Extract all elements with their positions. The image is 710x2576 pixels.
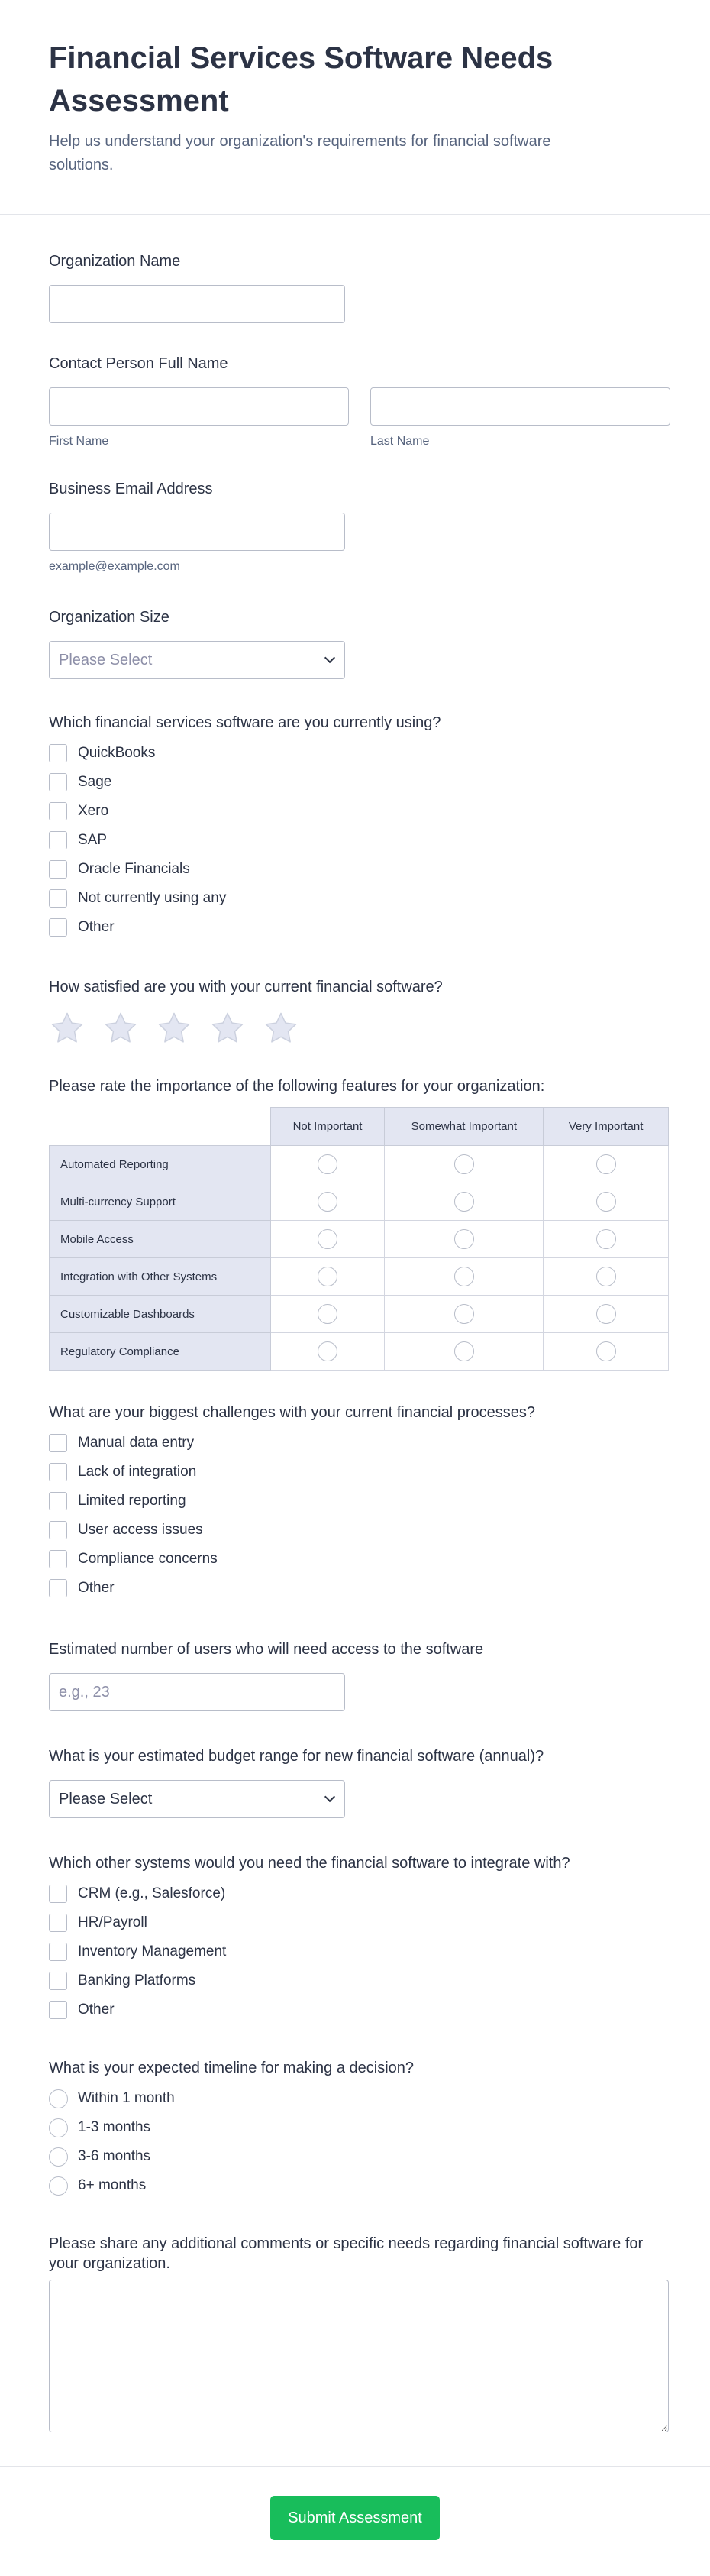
form-body: [0, 251, 710, 2436]
matrix-cell: [270, 1146, 385, 1183]
matrix-row: [50, 1258, 669, 1296]
matrix-cell: [544, 1183, 669, 1221]
checkbox[interactable]: [49, 889, 67, 908]
org-size-placeholder: Please Select: [59, 651, 153, 668]
chevron-down-icon: [324, 1791, 335, 1802]
question-contact: [49, 354, 669, 448]
option-label: Other: [78, 1580, 115, 1596]
option-item[interactable]: [49, 1458, 669, 1487]
matrix-cell: [544, 1221, 669, 1258]
question-users: [49, 1639, 669, 1711]
first-name-sublabel: First Name: [49, 435, 109, 448]
checkbox[interactable]: [49, 1579, 67, 1597]
checkbox[interactable]: [49, 1885, 67, 1903]
matrix-corner: [50, 1108, 271, 1146]
question-satisfaction: [49, 977, 669, 1046]
timeline-label: What is your expected timeline for making a decision?: [49, 2060, 415, 2076]
question-comments: [49, 2234, 669, 2436]
matrix-cell: [544, 1258, 669, 1296]
matrix-column-header: Somewhat Important: [385, 1108, 544, 1146]
matrix-radio[interactable]: [318, 1229, 337, 1249]
question-integrations: [49, 1853, 669, 2024]
matrix-cell: [544, 1146, 669, 1183]
radio-button[interactable]: [49, 2118, 68, 2137]
option-label: CRM (e.g., Salesforce): [78, 1885, 226, 1901]
matrix-cell: [270, 1258, 385, 1296]
option-label: HR/Payroll: [78, 1914, 147, 1930]
question-org-name: [49, 251, 669, 323]
matrix-cell: [544, 1296, 669, 1333]
email-sublabel: example@example.com: [49, 560, 180, 573]
matrix-cell: [270, 1221, 385, 1258]
chevron-down-icon: [324, 652, 335, 663]
budget-select[interactable]: [49, 1780, 345, 1818]
checkbox[interactable]: [49, 1434, 67, 1452]
option-item[interactable]: [49, 2142, 669, 2171]
org-name-label: Organization Name: [49, 253, 181, 270]
budget-label: What is your estimated budget range for new financial software (annual)?: [49, 1748, 544, 1765]
question-budget: [49, 1746, 669, 1818]
question-timeline: [49, 2058, 669, 2200]
form-header: [0, 0, 710, 215]
star-icon[interactable]: [156, 1011, 192, 1046]
matrix-header-row: [50, 1108, 669, 1146]
matrix-radio[interactable]: [454, 1341, 474, 1361]
option-label: Inventory Management: [78, 1943, 227, 1960]
option-label: Not currently using any: [78, 890, 227, 906]
matrix-radio[interactable]: [596, 1154, 616, 1174]
matrix-row: [50, 1221, 669, 1258]
option-item[interactable]: [49, 2113, 669, 2142]
integrations-label: Which other systems would you need the financial software to integrate with?: [49, 1855, 570, 1872]
option-item[interactable]: [49, 2084, 669, 2113]
email-input[interactable]: [49, 513, 345, 551]
option-item[interactable]: [49, 797, 669, 826]
challenges-options: [49, 1429, 669, 1603]
option-label: Banking Platforms: [78, 1972, 196, 1989]
option-label: Lack of integration: [78, 1464, 197, 1480]
matrix-radio[interactable]: [318, 1267, 337, 1286]
option-label: SAP: [78, 832, 108, 848]
matrix-column-header: Very Important: [544, 1108, 669, 1146]
comments-textarea[interactable]: [49, 2280, 669, 2432]
matrix-row: [50, 1333, 669, 1371]
matrix-row-label: Mobile Access: [50, 1221, 271, 1258]
matrix-row-label: Integration with Other Systems: [50, 1258, 271, 1296]
option-item[interactable]: [49, 739, 669, 768]
first-name-input[interactable]: [49, 387, 349, 426]
challenges-label: What are your biggest challenges with your current financial processes?: [49, 1404, 535, 1421]
timeline-options: [49, 2084, 669, 2200]
question-email: [49, 479, 669, 574]
checkbox[interactable]: [49, 2001, 67, 2019]
option-item[interactable]: [49, 826, 669, 855]
org-size-select[interactable]: [49, 641, 345, 679]
question-challenges: [49, 1403, 669, 1603]
form-subtitle: Help us understand your organization's requirements for financial software solutions.: [49, 133, 551, 173]
checkbox[interactable]: [49, 1914, 67, 1932]
option-label: Within 1 month: [78, 2090, 175, 2106]
matrix-row-label: Customizable Dashboards: [50, 1296, 271, 1333]
matrix-cell: [270, 1333, 385, 1371]
option-label: Oracle Financials: [78, 861, 190, 877]
option-label: Limited reporting: [78, 1493, 186, 1509]
org-size-label: Organization Size: [49, 609, 169, 626]
name-row: [49, 387, 669, 448]
matrix-cell: [385, 1296, 544, 1333]
option-label: 6+ months: [78, 2177, 147, 2193]
checkbox[interactable]: [49, 1492, 67, 1510]
checkbox[interactable]: [49, 831, 67, 849]
matrix-radio[interactable]: [454, 1267, 474, 1286]
matrix-radio[interactable]: [318, 1154, 337, 1174]
first-name-col: [49, 387, 349, 448]
checkbox[interactable]: [49, 1463, 67, 1481]
checkbox[interactable]: [49, 918, 67, 937]
matrix-radio[interactable]: [318, 1304, 337, 1324]
form-footer: [0, 2466, 710, 2540]
question-org-size: [49, 607, 669, 679]
option-item[interactable]: [49, 884, 669, 913]
checkbox[interactable]: [49, 1550, 67, 1568]
star-icon[interactable]: [102, 1011, 139, 1046]
matrix-row: [50, 1296, 669, 1333]
current-software-label: Which financial services software are you currently using?: [49, 714, 441, 731]
features-matrix: [49, 1107, 669, 1371]
matrix-row: [50, 1146, 669, 1183]
satisfaction-label: How satisfied are you with your current financial software?: [49, 979, 443, 995]
last-name-col: [370, 387, 670, 448]
integrations-options: [49, 1879, 669, 2024]
question-features: [49, 1076, 669, 1371]
matrix-radio[interactable]: [454, 1192, 474, 1212]
checkbox[interactable]: [49, 860, 67, 879]
matrix-radio[interactable]: [596, 1192, 616, 1212]
option-label: User access issues: [78, 1522, 203, 1538]
current-software-options: [49, 739, 669, 942]
option-label: Compliance concerns: [78, 1551, 218, 1567]
option-item[interactable]: [49, 1879, 669, 1908]
option-item[interactable]: [49, 855, 669, 884]
checkbox[interactable]: [49, 744, 67, 762]
submit-button[interactable]: Submit Assessment: [270, 2496, 440, 2540]
matrix-radio[interactable]: [596, 1341, 616, 1361]
users-label: Estimated number of users who will need access to the software: [49, 1641, 484, 1658]
option-item[interactable]: [49, 1966, 669, 1995]
users-input[interactable]: [49, 1673, 345, 1711]
matrix-radio[interactable]: [596, 1304, 616, 1324]
option-item[interactable]: [49, 1429, 669, 1458]
option-item[interactable]: [49, 1908, 669, 1937]
matrix-radio[interactable]: [454, 1304, 474, 1324]
checkbox[interactable]: [49, 1521, 67, 1539]
question-current-software: [49, 713, 669, 942]
radio-button[interactable]: [49, 2089, 68, 2108]
option-item[interactable]: [49, 2171, 669, 2200]
option-label: 3-6 months: [78, 2148, 151, 2164]
matrix-radio[interactable]: [318, 1341, 337, 1361]
option-item[interactable]: [49, 768, 669, 797]
option-label: Other: [78, 919, 115, 935]
option-item[interactable]: [49, 1487, 669, 1516]
star-icon[interactable]: [209, 1011, 246, 1046]
option-item[interactable]: [49, 1937, 669, 1966]
matrix-cell: [270, 1296, 385, 1333]
checkbox[interactable]: [49, 1943, 67, 1961]
option-item[interactable]: [49, 1545, 669, 1574]
checkbox[interactable]: [49, 773, 67, 791]
matrix-cell: [385, 1183, 544, 1221]
star-icon[interactable]: [263, 1011, 299, 1046]
option-item[interactable]: [49, 913, 669, 942]
matrix-cell: [385, 1333, 544, 1371]
option-item[interactable]: [49, 1516, 669, 1545]
option-label: Xero: [78, 803, 109, 819]
matrix-radio[interactable]: [454, 1154, 474, 1174]
matrix-radio[interactable]: [318, 1192, 337, 1212]
matrix-radio[interactable]: [454, 1229, 474, 1249]
comments-label: Please share any additional comments or specific needs regarding financial software for your organization.: [49, 2235, 644, 2272]
form-title: Financial Services Software Needs Assessment: [49, 41, 553, 118]
last-name-input[interactable]: [370, 387, 670, 426]
checkbox[interactable]: [49, 1972, 67, 1990]
matrix-row: [50, 1183, 669, 1221]
radio-button[interactable]: [49, 2176, 68, 2196]
matrix-radio[interactable]: [596, 1229, 616, 1249]
option-item[interactable]: [49, 1995, 669, 2024]
last-name-sublabel: Last Name: [370, 435, 430, 448]
star-icon[interactable]: [49, 1011, 86, 1046]
matrix-cell: [385, 1221, 544, 1258]
matrix-row-label: Multi-currency Support: [50, 1183, 271, 1221]
option-label: Sage: [78, 774, 112, 790]
option-item[interactable]: [49, 1574, 669, 1603]
matrix-cell: [544, 1333, 669, 1371]
matrix-cell: [385, 1258, 544, 1296]
matrix-column-header: Not Important: [270, 1108, 385, 1146]
checkbox[interactable]: [49, 802, 67, 820]
matrix-radio[interactable]: [596, 1267, 616, 1286]
email-label: Business Email Address: [49, 481, 213, 497]
matrix-cell: [385, 1146, 544, 1183]
star-rating: [49, 1011, 669, 1046]
matrix-row-label: Automated Reporting: [50, 1146, 271, 1183]
option-label: 1-3 months: [78, 2119, 151, 2135]
features-label: Please rate the importance of the following features for your organization:: [49, 1078, 545, 1095]
radio-button[interactable]: [49, 2147, 68, 2167]
contact-label: Contact Person Full Name: [49, 355, 228, 372]
option-label: Manual data entry: [78, 1435, 195, 1451]
option-label: QuickBooks: [78, 745, 156, 761]
matrix-cell: [270, 1183, 385, 1221]
org-name-input[interactable]: [49, 285, 345, 323]
matrix-row-label: Regulatory Compliance: [50, 1333, 271, 1371]
budget-value: Please Select: [59, 1790, 153, 1807]
option-label: Other: [78, 2002, 115, 2018]
